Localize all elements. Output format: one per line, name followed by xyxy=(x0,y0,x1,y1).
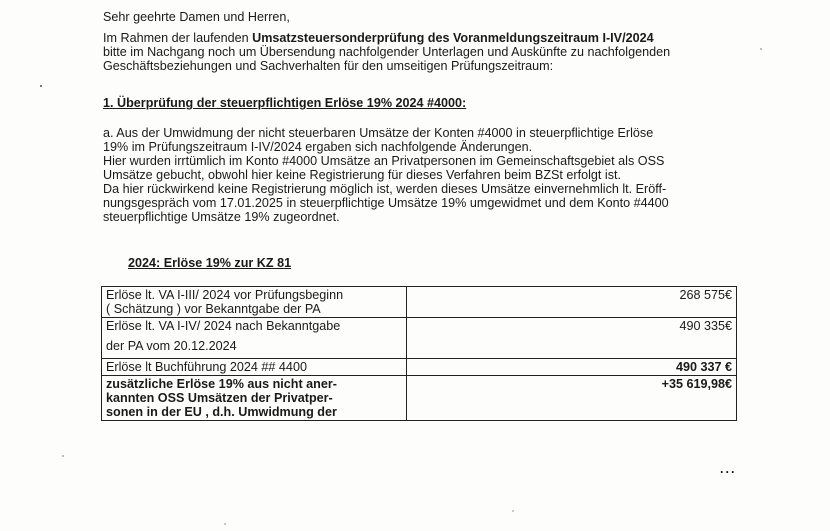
table-row xyxy=(102,359,737,376)
table-heading: 2024: Erlöse 19% zur KZ 81 xyxy=(128,256,292,270)
intro-line-1 xyxy=(103,31,654,46)
row-value: 490 337 € xyxy=(407,359,737,376)
table-row xyxy=(102,318,737,359)
body-line: Da hier rückwirkend keine Registrierung möglich ist, werden dieses Umsätze einvernehmlich lt. Eröff- xyxy=(103,182,667,196)
label-line: der PA vom 20.12.2024 xyxy=(106,339,237,353)
label-line: ( Schätzung ) vor Bekanntgabe der PA xyxy=(106,302,321,316)
scan-speck xyxy=(224,523,226,525)
label-line: zusätzliche Erlöse 19% aus nicht aner- xyxy=(106,377,337,391)
row-label xyxy=(102,287,407,318)
scan-speck xyxy=(512,510,514,512)
revenue-table xyxy=(101,286,737,421)
continuation-mark: ... xyxy=(720,462,737,476)
scan-speck xyxy=(62,455,64,457)
table-row xyxy=(102,287,737,318)
body-line: Hier wurden irrtümlich im Konto #4000 Umsätze an Privatpersonen im Gemeinschaftsgebiet als OSS xyxy=(103,154,665,168)
intro-line-3: Geschäftsbeziehungen und Sachverhalten für den umseitigen Prüfungszeitraum: xyxy=(103,59,554,73)
label-line: kannten OSS Umsätzen der Privatper- xyxy=(106,391,333,405)
table-row xyxy=(102,376,737,421)
row-value: 490 335€ xyxy=(407,318,737,359)
intro-prefix: Im Rahmen der laufenden xyxy=(103,31,253,45)
body-line: 19% im Prüfungszeitraum I-IV/2024 ergaben sich nachfolgende Änderungen. xyxy=(103,140,533,154)
section-heading: 1. Überprüfung der steuerpflichtigen Erlöse 19% 2024 #4000: xyxy=(103,96,467,110)
row-label xyxy=(102,359,407,376)
body-line: steuerpflichtige Umsätze 19% zugeordnet. xyxy=(103,210,340,224)
intro-subject: Umsatzsteuersonderprüfung des Voranmeldungszeitraum I-IV/2024 xyxy=(252,31,654,45)
body-line: Umsätze gebucht, obwohl hier keine Registrierung für dieses Verfahren beim BZSt erfolgt ist. xyxy=(103,168,621,182)
salutation: Sehr geehrte Damen und Herren, xyxy=(103,10,290,24)
label-line: sonen in der EU , d.h. Umwidmung der xyxy=(106,405,337,419)
row-label xyxy=(102,318,407,359)
body-line: nungsgespräch vom 17.01.2025 in steuerpflichtige Umsätze 19% umgewidmet und dem Konto #4400 xyxy=(103,196,669,210)
body-line: a. Aus der Umwidmung der nicht steuerbaren Umsätze der Konten #4000 in steuerpflichtige Erlöse xyxy=(103,126,654,140)
scan-speck xyxy=(760,48,762,50)
intro-line-2: bitte im Nachgang noch um Übersendung nachfolgender Unterlagen und Auskünfte zu nachfolgenden xyxy=(103,45,671,59)
label-line: Erlöse lt Buchführung 2024 ## 4400 xyxy=(106,360,307,374)
label-line: Erlöse lt. VA I-IV/ 2024 nach Bekanntgabe xyxy=(106,319,341,333)
row-value: +35 619,98€ xyxy=(407,376,737,421)
row-value: 268 575€ xyxy=(407,287,737,318)
row-label xyxy=(102,376,407,421)
label-line: Erlöse lt. VA I-III/ 2024 vor Prüfungsbeginn xyxy=(106,288,344,302)
scan-speck xyxy=(40,85,42,87)
